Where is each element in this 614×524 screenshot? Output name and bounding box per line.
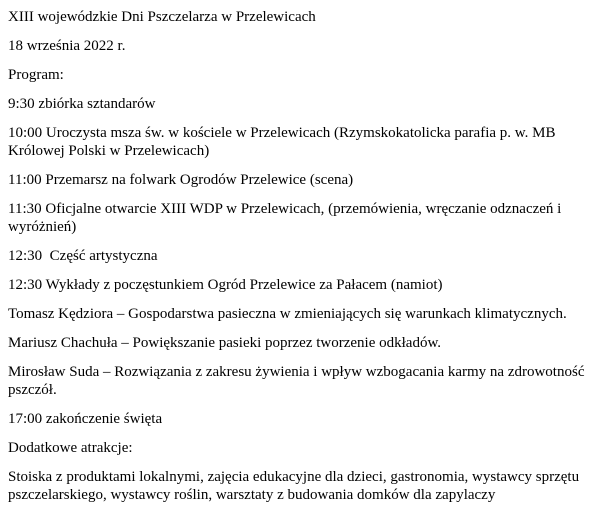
schedule-item: 12:30 Część artystyczna — [8, 248, 158, 264]
lecture-item: Mirosław Suda – Rozwiązania z zakresu żywienia i wpływ wzbogacania karmy na zdrowotność pszczół. — [8, 364, 589, 398]
event-date: 18 września 2022 r. — [8, 38, 126, 54]
schedule-item: 12:30 Wykłady z poczęstunkiem Ogród Przelewice za Pałacem (namiot) — [8, 277, 443, 293]
lecture-item: Tomasz Kędziora – Gospodarstwa pasieczna w zmieniających się warunkach klimatycznych. — [8, 306, 567, 322]
schedule-item: 10:00 Uroczysta msza św. w kościele w Przelewicach (Rzymskokatolicka parafia p. w. MB Królowej Polski w Przelewicach) — [8, 125, 560, 159]
schedule-item: 11:00 Przemarsz na folwark Ogrodów Przelewice (scena) — [8, 172, 354, 188]
closing-item: 17:00 zakończenie święta — [8, 411, 163, 427]
lecture-item: Mariusz Chachuła – Powiększanie pasieki poprzez tworzenie odkładów. — [8, 335, 442, 351]
schedule-item: 11:30 Oficjalne otwarcie XIII WDP w Przelewicach, (przemówienia, wręczanie odznaczeń i wyróżnień) — [8, 201, 566, 235]
extras-heading: Dodatkowe atrakcje: — [8, 440, 133, 456]
program-heading: Program: — [8, 67, 64, 83]
extras-description: Stoiska z produktami lokalnymi, zajęcia edukacyjne dla dzieci, gastronomia, wystawcy sprzętu pszczelarskiego, wystawcy roślin, warsztaty z budowania domków dla zapylaczy — [8, 469, 583, 503]
schedule-item: 9:30 zbiórka sztandarów — [8, 96, 156, 112]
document-title: XIII wojewódzkie Dni Pszczelarza w Przelewicach — [8, 9, 316, 25]
